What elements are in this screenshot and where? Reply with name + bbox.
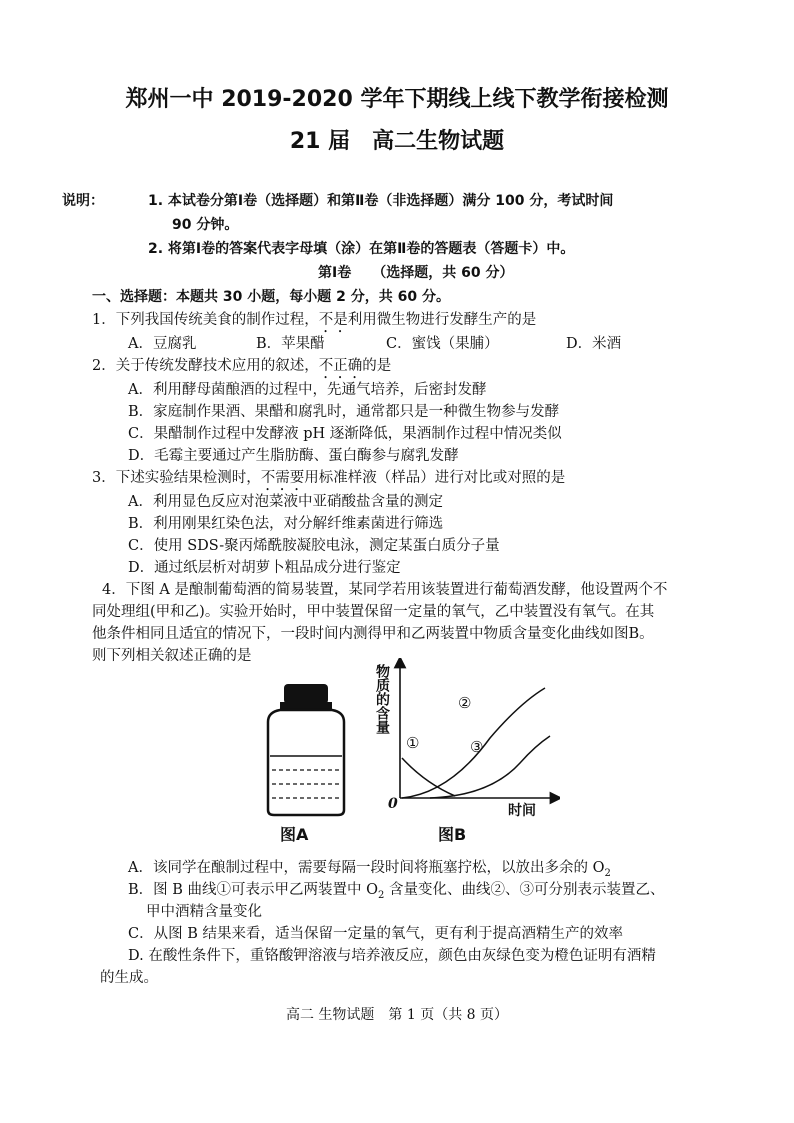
figure-a-label: 图A [280, 825, 309, 844]
figure-b-curve-label-1: ① [406, 734, 420, 752]
question-3-option-d: D．通过纸层析对胡萝卜粗品成分进行鉴定 [128, 560, 401, 576]
section-title: 第Ⅰ卷 （选择题，共 60 分） [318, 265, 514, 281]
figure-b-origin: 0 [388, 796, 398, 812]
question-4-option-d-cont: 的生成。 [100, 970, 158, 986]
question-3-pre: 3．下述实验结果检测时， [92, 470, 261, 486]
question-4-line-2: 同处理组(甲和乙)。实验开始时，甲中装置保留一定量的氧气，乙中装置没有氧气。在其 [92, 604, 655, 620]
question-4-option-b-pre: B．图 B 曲线①可表示甲乙两装置中 O [128, 882, 379, 898]
question-2-emphasis: 不正确 [318, 358, 363, 374]
question-2-pre: 2．关于传统发酵技术应用的叙述， [92, 358, 319, 374]
figure-a-bottle [258, 682, 354, 818]
question-4-option-b-sub: 2 [378, 889, 385, 901]
question-4-option-b-cont: 甲中酒精含量变化 [146, 904, 262, 920]
question-2-option-a: A．利用酵母菌酿酒的过程中，先通气培养，后密封发酵 [128, 382, 487, 398]
question-2-post: 的是 [362, 358, 392, 374]
question-1-option-c: C．蜜饯（果脯） [386, 336, 499, 352]
question-4-option-a [128, 856, 611, 879]
question-2-option-b: B．家庭制作果酒、果醋和腐乳时，通常都只是一种微生物参与发酵 [128, 404, 560, 420]
instructions-item-2: 2. 将第Ⅰ卷的答案代表字母填（涂）在第Ⅱ卷的答题表（答题卡）中。 [148, 241, 575, 257]
question-1-option-b: B．苹果醋 [256, 336, 325, 352]
question-3-option-b: B．利用刚果红染色法，对分解纤维素菌进行筛选 [128, 516, 444, 532]
figure-b-curve-label-3: ③ [470, 738, 484, 756]
question-4-line-1: 4．下图 A 是酿制葡萄酒的简易装置，某同学若用该装置进行葡萄酒发酵，他设置两个不 [102, 582, 668, 598]
question-3-option-a: A．利用显色反应对泡菜液中亚硝酸盐含量的测定 [128, 494, 443, 510]
question-2-option-d: D．毛霉主要通过产生脂肪酶、蛋白酶参与腐乳发酵 [128, 448, 459, 464]
page-title: 郑州一中 2019-2020 学年下期线上线下教学衔接检测 [125, 87, 669, 112]
section-part: 一、选择题：本题共 30 小题，每小题 2 分，共 60 分。 [92, 289, 450, 305]
instructions-item-1-cont: 90 分钟。 [172, 217, 239, 233]
question-4-line-4: 则下列相关叙述正确的是 [92, 648, 252, 664]
question-1-emphasis: 不是 [318, 312, 348, 328]
question-4-line-3: 他条件相同且适宜的情况下，一段时间内测得甲和乙两装置中物质含量变化曲线如图B。 [92, 626, 654, 642]
question-2-option-c: C．果醋制作过程中发酵液 pH 逐渐降低，果酒制作过程中情况类似 [128, 426, 562, 442]
question-3-option-c: C．使用 SDS-聚丙烯酰胺凝胶电泳，测定某蛋白质分子量 [128, 538, 500, 554]
figure-b-curve-label-2: ② [458, 694, 472, 712]
page-subtitle: 21 届 高二生物试题 [289, 129, 505, 154]
figure-b-label: 图B [438, 825, 467, 844]
question-4-option-b [128, 878, 665, 901]
figure-b-curve-1 [402, 758, 455, 796]
figure-b-curve-3 [430, 736, 550, 798]
instructions-label: 说明： [62, 193, 104, 209]
question-4-option-c: C．从图 B 结果来看，适当保留一定量的氧气，更有利于提高酒精生产的效率 [128, 926, 623, 942]
question-4-option-d: D. 在酸性条件下，重铬酸钾溶液与培养液反应，颜色由灰绿色变为橙色证明有酒精 [128, 948, 656, 964]
question-4-option-a-sub: 2 [604, 867, 611, 879]
question-4-option-a-text: A．该同学在酿制过程中，需要每隔一段时间将瓶塞拧松，以放出多余的 O [128, 860, 605, 876]
question-1-post: 利用微生物进行发酵生产的是 [347, 312, 537, 328]
figure-b-y-label: 物质的含量 [374, 664, 390, 734]
question-1-option-a: A．豆腐乳 [128, 336, 197, 352]
page-footer: 高二 生物试题 第 1 页（共 8 页） [285, 1007, 509, 1023]
figure-b-graph [370, 658, 560, 818]
figure-b-x-label: 时间 [508, 803, 536, 819]
question-4-option-b-post: 含量变化、曲线②、③可分别表示装置乙、 [384, 882, 665, 898]
question-1-pre: 1．下列我国传统美食的制作过程， [92, 312, 319, 328]
question-3-emphasis: 不需要 [260, 470, 305, 486]
question-1-option-d: D．米酒 [566, 336, 622, 352]
question-3-post: 用标准样液（样品）进行对比或对照的是 [304, 470, 566, 486]
instructions-item-1: 1. 本试卷分第Ⅰ卷（选择题）和第Ⅱ卷（非选择题）满分 100 分，考试时间 [148, 193, 614, 209]
